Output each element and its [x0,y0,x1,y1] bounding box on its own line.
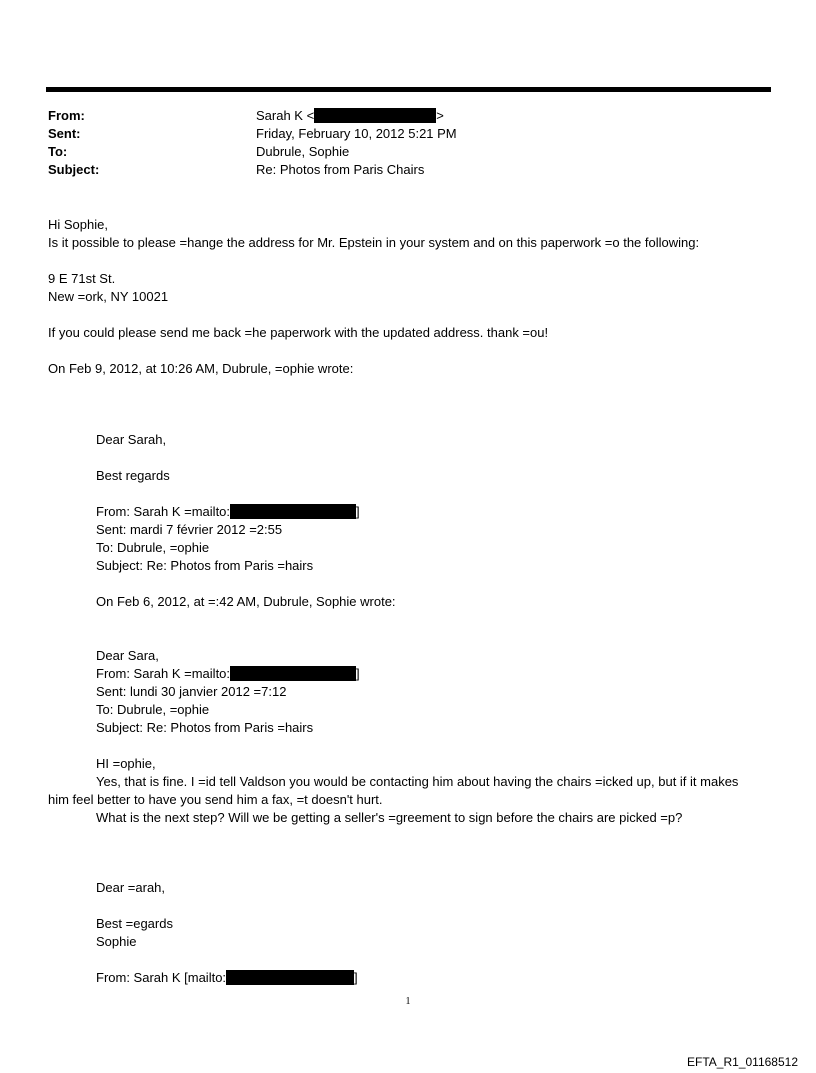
quote1-from-suffix: ] [356,504,360,519]
quote2-reply-line2: him feel better to have you send him a fax, =t doesn't hurt. [48,792,383,807]
quote1-closing: Best regards [96,468,170,483]
address-line-1: 9 E 71st St. [48,271,116,286]
page-number: 1 [405,996,411,1007]
to-label: To: [48,144,68,159]
redaction-box [230,666,356,681]
quote2-from-prefix: From: Sarah K =mailto: [96,666,231,681]
quote1-salutation: Dear Sarah, [96,432,167,447]
quote2-reply-greeting: HI =ophie, [96,756,156,771]
quote1-to: To: Dubrule, =ophie [96,540,210,555]
quote3-closing: Best =egards [96,916,173,931]
quote2-reply-line3: What is the next step? Will we be getting a seller's =greement to sign before the chairs are picked =p? [96,810,683,825]
quote1-subject: Subject: Re: Photos from Paris =hairs [96,558,314,573]
quote2-sent: Sent: lundi 30 janvier 2012 =7:12 [96,684,287,699]
from-close: > [436,108,444,123]
quote2-subject: Subject: Re: Photos from Paris =hairs [96,720,314,735]
quote-intro: On Feb 9, 2012, at 10:26 AM, Dubrule, =ophie wrote: [48,361,354,376]
quote1-sent: Sent: mardi 7 février 2012 =2:55 [96,522,283,537]
subject-label: Subject: [48,162,100,177]
redaction-box [230,504,356,519]
quote1-from-prefix: From: Sarah K =mailto: [96,504,231,519]
quote3-from-prefix: From: Sarah K [mailto: [96,970,227,985]
sent-label: Sent: [48,126,81,141]
body-request: Is it possible to please =hange the address for Mr. Epstein in your system and on this paperwork =o the following: [48,235,700,250]
quote3-salutation: Dear =arah, [96,880,166,895]
header-rule [46,87,771,92]
redaction-box [314,108,436,123]
from-value [256,107,444,125]
quote3-from-suffix: ] [354,970,358,985]
quote2-reply-line1: Yes, that is fine. I =id tell Valdson you would be contacting him about having the chairs =icked up, but if it makes [96,774,739,789]
quote3-signature: Sophie [96,934,137,949]
from-label: From: [48,108,85,123]
quote1-from [96,503,360,521]
quote3-from [96,969,358,987]
to-value: Dubrule, Sophie [256,144,350,159]
body-followup: If you could please send me back =he paperwork with the updated address. thank =ou! [48,325,549,340]
subject-value: Re: Photos from Paris Chairs [256,162,425,177]
quote2-from [96,665,360,683]
redaction-box [226,970,354,985]
quote1-intro: On Feb 6, 2012, at =:42 AM, Dubrule, Sophie wrote: [96,594,396,609]
body-greeting: Hi Sophie, [48,217,108,232]
quote2-to: To: Dubrule, =ophie [96,702,210,717]
address-line-2: New =ork, NY 10021 [48,289,169,304]
sent-value: Friday, February 10, 2012 5:21 PM [256,126,457,141]
quote2-salutation: Dear Sara, [96,648,159,663]
quote2-from-suffix: ] [356,666,360,681]
document-id: EFTA_R1_01168512 [687,1055,798,1069]
from-name: Sarah K < [256,108,315,123]
